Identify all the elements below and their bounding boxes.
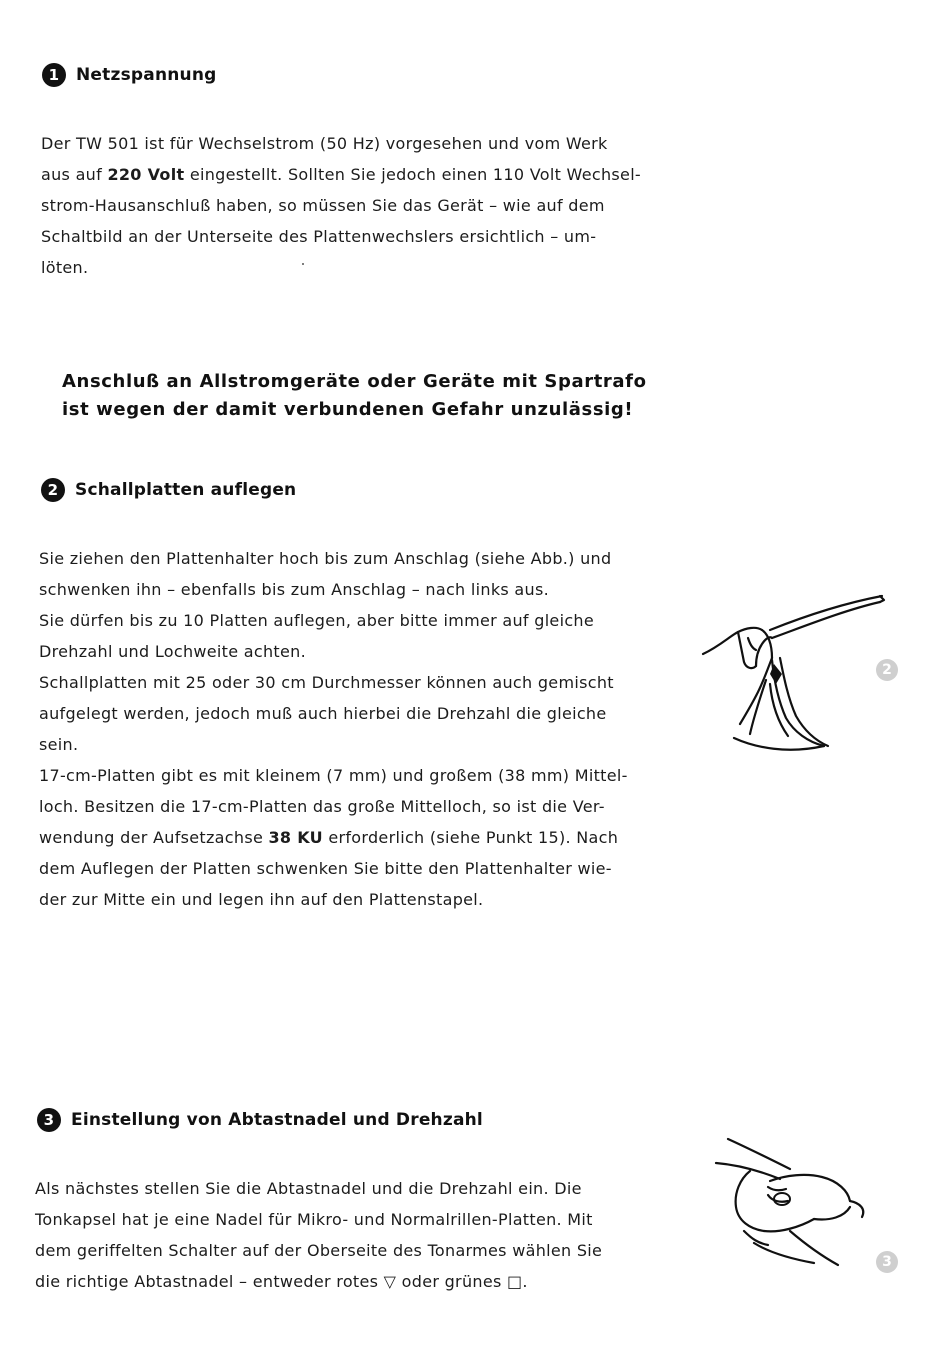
- section-title: Schallplatten auflegen: [75, 480, 297, 500]
- paragraph-abtastnadel: [35, 1173, 649, 1297]
- text-segment: die richtige Abtastnadel – entweder rotes: [35, 1272, 384, 1291]
- text-line: strom-Hausanschluß haben, so müssen Sie das Gerät – wie auf dem: [41, 196, 605, 215]
- text-line: Tonkapsel hat je eine Nadel für Mikro- und Normalrillen-Platten. Mit: [35, 1210, 593, 1229]
- text-segment: erforderlich (siehe Punkt 15). Nach: [322, 828, 619, 847]
- section-title: Netzspannung: [76, 65, 217, 85]
- text-line: sein.: [39, 735, 79, 754]
- warning-line: Anschluß an Allstromgeräte oder Geräte mit Spartrafo: [62, 371, 647, 392]
- voltage-emphasis: 220 Volt: [107, 165, 185, 184]
- text-line: aufgelegt werden, jedoch muß auch hierbei die Drehzahl die gleiche: [39, 704, 607, 723]
- text-line: [39, 822, 651, 853]
- text-line: [35, 1266, 649, 1297]
- text-line: löten.: [41, 258, 89, 277]
- section-number-badge: 3: [37, 1108, 61, 1132]
- text-line: loch. Besitzen die 17-cm-Platten das große Mittelloch, so ist die Ver-: [39, 797, 605, 816]
- text-line: Sie ziehen den Plattenhalter hoch bis zum Anschlag (siehe Abb.) und: [39, 549, 612, 568]
- paragraph-netzspannung: [41, 128, 655, 283]
- print-speck: [302, 263, 304, 265]
- text-segment: oder grünes: [396, 1272, 507, 1291]
- section-heading-schallplatten: [41, 478, 296, 502]
- section-heading-netzspannung: [42, 63, 217, 87]
- section-number-badge: 2: [41, 478, 65, 502]
- text-segment: wendung der Aufsetzachse: [39, 828, 269, 847]
- text-line: Schaltbild an der Unterseite des Plattenwechslers ersichtlich – um-: [41, 227, 597, 246]
- text-line: Sie dürfen bis zu 10 Platten auflegen, aber bitte immer auf gleiche: [39, 611, 595, 630]
- text-segment: .: [522, 1272, 528, 1291]
- text-line: dem geriffelten Schalter auf der Oberseite des Tonarmes wählen Sie: [35, 1241, 603, 1260]
- text-line: Als nächstes stellen Sie die Abtastnadel und die Drehzahl ein. Die: [35, 1179, 582, 1198]
- text-line: 17-cm-Platten gibt es mit kleinem (7 mm) und großem (38 mm) Mittel-: [39, 766, 628, 785]
- section-number-badge: 1: [42, 63, 66, 87]
- paragraph-schallplatten: [39, 543, 651, 915]
- figure-number-badge: 3: [876, 1251, 898, 1273]
- text-line: Drehzahl und Lochweite achten.: [39, 642, 306, 661]
- section-title: Einstellung von Abtastnadel und Drehzahl: [71, 1110, 483, 1130]
- model-emphasis: 38 KU: [268, 828, 323, 847]
- warning-notice: [62, 368, 662, 424]
- text-line: [41, 159, 655, 190]
- text-segment: aus auf: [41, 165, 108, 184]
- figure-number-badge: 2: [876, 659, 898, 681]
- green-needle-square-symbol: □: [507, 1272, 523, 1291]
- text-line: Schallplatten mit 25 oder 30 cm Durchmesser können auch gemischt: [39, 673, 614, 692]
- record-holder-illustration: [700, 588, 890, 758]
- text-line: schwenken ihn – ebenfalls bis zum Anschlag – nach links aus.: [39, 580, 549, 599]
- warning-line: ist wegen der damit verbundenen Gefahr unzulässig!: [62, 399, 634, 420]
- tonearm-switch-illustration: [710, 1135, 880, 1275]
- red-needle-triangle-symbol: ▽: [383, 1272, 397, 1291]
- text-segment: eingestellt. Sollten Sie jedoch einen 110 Volt Wechsel-: [184, 165, 642, 184]
- section-heading-abtastnadel: [37, 1108, 483, 1132]
- text-line: Der TW 501 ist für Wechselstrom (50 Hz) vorgesehen und vom Werk: [41, 134, 608, 153]
- text-line: dem Auflegen der Platten schwenken Sie bitte den Plattenhalter wie-: [39, 859, 612, 878]
- text-line: der zur Mitte ein und legen ihn auf den Plattenstapel.: [39, 890, 484, 909]
